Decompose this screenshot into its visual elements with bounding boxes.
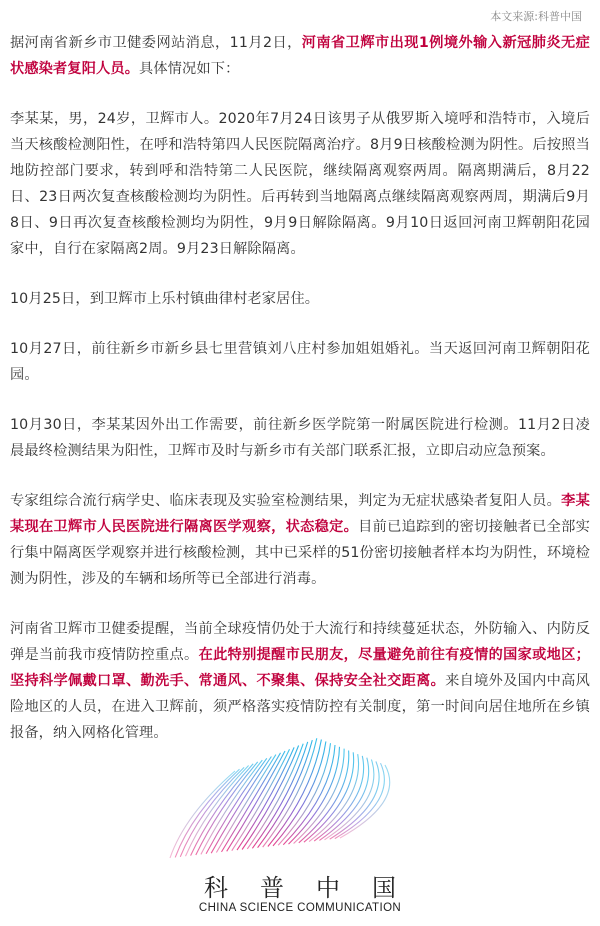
highlighted-segment: 在此特别提醒市民朋友，尽量避免前往有疫情的国家或地区；坚持科学佩戴口罩、勤洗手、常通风、不聚集、保持安全社交距离。 [10, 647, 590, 689]
paragraph-oct25 [10, 286, 590, 312]
text-segment: 10月25日，到卫辉市上乐村镇曲律村老家居住。 [10, 291, 320, 307]
logo-wave-line [232, 749, 290, 851]
logo-wave-line [319, 758, 368, 841]
text-segment: 目前已追踪到的密切接触者已全部实行集中隔离医学观察并进行核酸检测，其中已采样的51份密切接触者样本均为阴性，环境检测为阴性，涉及的车辆和场所等已全部进行消毒。 [10, 519, 590, 587]
text-segment: 10月27日，前往新乡市新乡县七里营镇刘八庄村参加姐姐婚礼。当天返回河南卫辉朝阳花园。 [10, 341, 590, 383]
text-segment: 李某某，男，24岁，卫辉市人。2020年7月24日该男子从俄罗斯入境呼和浩特市，入境后当天核酸检测阳性，在呼和浩特第四人民医院隔离治疗。8月9日核酸检测为阴性。后按照当地防控部门要求，转到呼和浩特第二人民医院，继续隔离观察两周。隔离期满后，8月22日、23日两次复查核酸检测均为阴性。后再转到当地隔离点继续隔离观察两周，期满后9月8日、9日再次复查核酸检测均为阴性，9月9日解除隔离。9月10日返回河南卫辉朝阳花园家中，自行在家隔离2周。9月23日解除隔离。 [10, 111, 590, 257]
kepu-china-logo [165, 730, 435, 920]
paragraph-reminder [10, 616, 590, 746]
highlighted-segment: 李某某现在卫辉市人民医院进行隔离医学观察，状态稳定。 [10, 493, 590, 535]
paragraph-intro [10, 30, 590, 82]
highlighted-segment: 河南省卫辉市出现1例境外输入新冠肺炎无症状感染者复阳人员。 [10, 35, 591, 77]
logo-wave-line [237, 747, 294, 850]
text-segment: 专家组综合流行病学史、临床表现及实验室检测结果，判定为无症状感染者复阳人员。 [10, 493, 562, 509]
paragraph-oct30 [10, 412, 590, 464]
logo-english-text: CHINA SCIENCE COMMUNICATION [198, 902, 402, 914]
text-segment: 具体情况如下： [139, 61, 240, 77]
logo-wave-line [263, 738, 317, 847]
paragraph-case-history [10, 106, 590, 262]
article-body [10, 30, 590, 770]
text-segment: 河南省卫辉市卫健委提醒，当前全球疫情仍处于大流行和持续蔓延状态，外防输入、内防反弹是当前我市疫情防控重点。 [10, 621, 590, 663]
paragraph-expert-judgment [10, 488, 590, 592]
paragraph-oct27 [10, 336, 590, 388]
logo-wave-line [325, 760, 374, 840]
logo-wave-graphic [165, 730, 435, 865]
text-segment: 据河南省新乡市卫健委网站消息，11月2日， [10, 35, 302, 51]
source-note: 本文来源:科普中国 [490, 10, 582, 23]
text-segment: 10月30日，李某某因外出工作需要，前往新乡医学院第一附属医院进行检测。11月2日凌晨最终检测结果为阳性，卫辉市及时与新乡市有关部门联系汇报，立即启动应急预案。 [10, 417, 590, 459]
logo-chinese-text: 科普中国 [204, 874, 428, 902]
text-segment: 来自境外及国内中高风险地区的人员，在进入卫辉前，须严格落实疫情防控有关制度，第一时间向居住地所在乡镇报备，纳入网格化管理。 [10, 673, 590, 741]
